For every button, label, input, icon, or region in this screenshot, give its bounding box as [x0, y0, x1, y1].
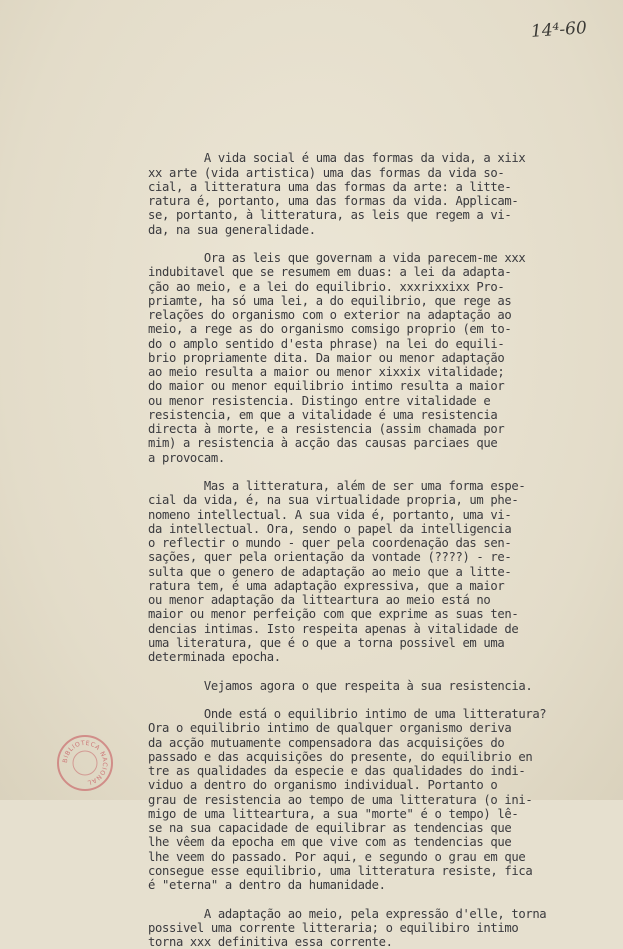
paragraph-3: Mas a litteratura, além de ser uma forma espe- cial da vida, é, na sua virtualidade propria, um phe- nomeno intellectual. A sua vida é, portanto, uma vi- da intellectual. Ora, sendo o papel da intelligencia o reflectir o mundo - quer pela coordenação das sen- sações, quer pela orientação da vontade (????) - re- sulta que o genero de adaptação ao meio que a litte- ratura tem, é uma adaptação expressiva, que a maior ou menor adaptação da litteartura ao meio está no maior ou menor perfeição com que exprime as suas ten- dencias intimas. Isto respeita apenas à vitalidade de uma literatura, que é o que a torna possivel em uma determinada epocha.	[148, 479, 525, 664]
paragraph-1: A vida social é uma das formas da vida, a xiix xx arte (vida artistica) uma das formas da vida so- cial, a litteratura uma das formas da arte: a litte- ratura é, portanto, uma das formas da vida. Applicam- se, portanto, à litteratura, as leis que regem a vi- da, na sua generalidade.	[148, 151, 525, 236]
paragraph-4: Vejamos agora o que respeita à sua resistencia.	[148, 679, 532, 693]
library-stamp-icon	[57, 735, 113, 791]
svg-text:BIBLIOTECA NACIONAL	[62, 740, 108, 786]
typewritten-text	[148, 137, 566, 949]
stamp-text: BIBLIOTECA NACIONAL	[62, 740, 108, 786]
paragraph-5: Onde está o equilibrio intimo de uma litteratura? Ora o equilibrio intimo de qualquer organismo deriva da acção mutuamente compensadora das acquisições do passado e das acquisições do presente, do equilibrio en tre as qualidades da especie e das qualidades do indi- viduo a dentro do organismo individual. Portanto o grau de resistencia ao tempo de uma litteratura (o ini- migo de uma litteartura, a sua "morte" é o tempo) lê- se na sua capacidade de equilibrar as tendencias que lhe vêem da epocha em que vive com as tendencias que lhe veem do passado. Por aqui, e segundo o grau em que consegue esse equilibrio, uma litteratura resiste, fica é "eterna" a dentro da humanidade.	[148, 707, 546, 892]
archive-reference-number: 14⁴-60	[531, 18, 588, 42]
paragraph-2: Ora as leis que governam a vida parecem-me xxx indubitavel que se resumem em duas: a lei da adapta- ção ao meio, e a lei do equilibrio. xxxrixxixx Pro- priamte, ha só uma lei, a do equilibrio, que rege as relações do organismo com o exterior na adaptação ao meio, a rege as do organismo comsigo proprio (em to- do o amplo sentido d'esta phrase) na lei do equili- brio propriamente dita. Da maior ou menor adaptação ao meio resulta a maior ou menor xixxix vitalidade; do maior ou menor equilibrio intimo resulta a maior ou menor resistencia. Distingo entre vitalidade e resistencia, em que a vitalidade é uma resistencia directa à morte, e a resistencia (assim chamada por mim) a resistencia à acção das causas parciaes que a provocam.	[148, 251, 525, 465]
paragraph-6: A adaptação ao meio, pela expressão d'elle, torna possivel uma corrente litteraria; o equilibiro intimo torna xxx definitiva essa corrente.	[148, 907, 546, 949]
